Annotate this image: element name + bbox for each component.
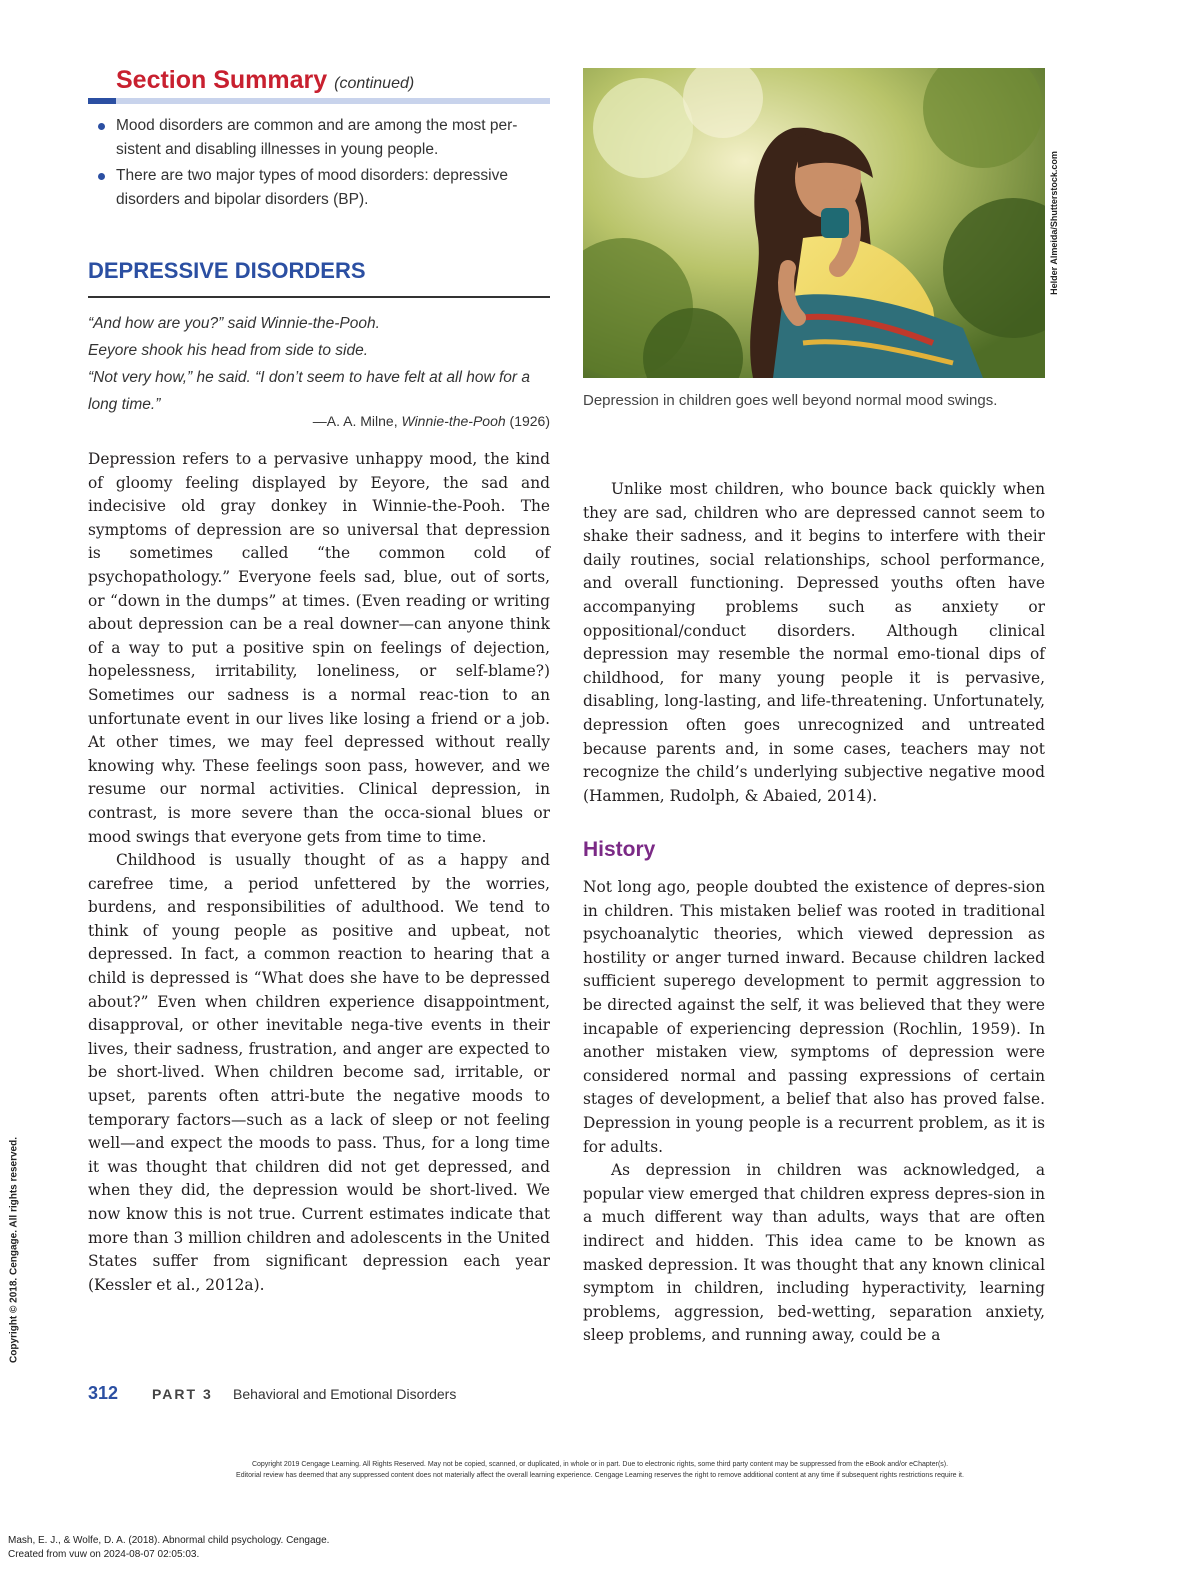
body-paragraph: Not long ago, people doubted the existence of depres-sion in children. This mistaken belief was rooted in traditional psychoanalytic theories, which viewed depression as hostility or anger turned inward. Because children lacked sufficient superego development to permit aggression to be directed against the self, it was believed that they were incapable of experiencing depression (Rochlin, 1959). In another mistaken view, symptoms of depression were considered normal and passing expressions of certain stages of development, a belief that also has proved false. Depression in young people is a recurrent problem, as it is for adults. — [583, 878, 1045, 1156]
right-column-body — [583, 478, 1045, 808]
legal-line: Editorial review has deemed that any suppressed content does not materially affect the overall learning experience. Cengage Learning reserves the right to remove additional content at any time if subsequent rights restrictions require it. — [236, 1472, 964, 1479]
body-paragraph: As depression in children was acknowledged, a popular view emerged that children express depres-sion in a much different way than adults, ways that are often indirect and hidden. This idea came to be known as masked depression. It was thought that any known clinical symptom in children, including hyperactivity, learning problems, aggression, bed-wetting, separation anxiety, sleep problems, and running away, could be a — [583, 1161, 1045, 1345]
side-copyright-text: Copyright © 2018. Cengage. All rights reserved. — [8, 1137, 20, 1363]
epigraph-line: Eeyore shook his head from side to side. — [88, 342, 369, 359]
legal-notice — [100, 1459, 1100, 1481]
epigraph — [88, 310, 550, 418]
left-column-body — [88, 448, 550, 1297]
body-paragraph: Unlike most children, who bounce back quickly when they are sad, children who are depressed cannot seem to shake their sadness, and it begins to interfere with their daily routines, social relationships, school performance, and overall functioning. Depressed youths often have accompanying problems such as anxiety or oppositional/conduct disorders. Although clinical depression may resemble the normal emo-tional dips of childhood, for many young people it is pervasive, disabling, long-lasting, and life-threatening. Unfortunately, depression often goes unrecognized and untreated because parents and, in some cases, teachers may not recognize the child’s underlying subjective negative mood (Hammen, Rudolph, & Abaied, 2014). — [583, 480, 1045, 805]
section-heading: DEPRESSIVE DISORDERS — [88, 258, 366, 283]
photo-caption: Depression in children goes well beyond normal mood swings. — [583, 392, 998, 409]
footer-part-label: PART 3 — [152, 1386, 213, 1402]
summary-bullet — [96, 114, 552, 162]
footer-part-title: Behavioral and Emotional Disorders — [233, 1386, 457, 1402]
citation-line: Mash, E. J., & Wolfe, D. A. (2018). Abnormal child psychology. Cengage. — [8, 1535, 330, 1546]
summary-rule-accent — [88, 98, 116, 104]
summary-title — [116, 66, 414, 95]
photo-of-sad-girl-icon — [583, 68, 1045, 378]
epigraph-line: “Not very how,” he said. “I don’t seem to have felt at all how for a long time.” — [88, 369, 530, 413]
attribution-author: —A. A. Milne, — [312, 413, 402, 429]
epigraph-line: “And how are you?” said Winnie-the-Pooh. — [88, 315, 380, 332]
summary-bullet — [96, 164, 552, 212]
photo-credit-text: Helder Almeida/Shutterstock.com — [1049, 151, 1059, 295]
side-copyright — [4, 1100, 24, 1400]
body-paragraph: Childhood is usually thought of as a happy and carefree time, a period unfettered by the worries, burdens, and responsibilities of adulthood. We tend to think of young people as positive and upbeat, not depressed. In fact, a common reaction to hearing that a child is depressed is “What does she have to be depressed about?” Even when children experience disappointment, disapproval, or other inevitable nega-tive events in their lives, their sadness, frustration, and anger are expected to be short-lived. When children become sad, irritable, or upset, parents often attri-bute the negative moods to temporary factors—such as a lack of sleep or not feeling well—and expect the moods to pass. Thus, for a long time it was thought that children did not get depressed, and when they did, the depression would be short-lived. We now know this is not true. Current estimates indicate that more than 3 million children and adolescents in the United States suffer from significant depression each year (Kessler et al., 2012a). — [88, 851, 550, 1294]
summary-rule — [88, 98, 550, 104]
section-rule — [88, 296, 550, 298]
history-body — [583, 876, 1045, 1348]
body-paragraph: Depression refers to a pervasive unhappy mood, the kind of gloomy feeling displayed by Eeyore, the sad and indecisive old gray donkey in Winnie-the-Pooh. The symptoms of depression are so universal that depression is sometimes called “the common cold of psychopathology.” Everyone feels sad, blue, out of sorts, or “down in the dumps” at times. (Even reading or writing about depression can be a real downer—can anyone think of a way to put a positive spin on feelings of dejection, hopelessness, irritability, loneliness, or self-blame?) Sometimes our sadness is a normal reac-tion to an unfortunate event in our lives like losing a friend or a job. At other times, we may feel depressed without really knowing why. These feelings soon pass, however, and we resume our normal activities. Clinical depression, in contrast, is more severe than the occa-sional blues or mood swings that everyone gets from time to time. — [88, 450, 550, 846]
bullet-dot-icon — [98, 123, 105, 130]
summary-bullet-text: There are two major types of mood disorders: depressive disorders and bipolar disorders (BP). — [116, 167, 508, 208]
summary-bullet-text: Mood disorders are common and are among the most per-sistent and disabling illnesses in young people. — [116, 117, 518, 158]
summary-continued: (continued) — [334, 75, 415, 92]
attribution-work: Winnie-the-Pooh — [401, 413, 506, 429]
legal-line: Copyright 2019 Cengage Learning. All Rights Reserved. May not be copied, scanned, or duplicated, in whole or in part. Due to electronic rights, some third party content may be suppressed from the eBook and/or eChapter(s). — [251, 1461, 949, 1468]
epigraph-attribution — [88, 413, 550, 429]
summary-title-text: Section Summary — [116, 66, 328, 94]
page-number: 312 — [88, 1383, 119, 1403]
photo-credit — [1046, 68, 1062, 378]
bullet-dot-icon — [98, 173, 105, 180]
summary-list — [96, 114, 552, 214]
attribution-year: (1926) — [505, 413, 550, 429]
citation-line: Created from vuw on 2024-08-07 02:05:03. — [8, 1549, 200, 1560]
history-heading: History — [583, 838, 656, 861]
citation — [8, 1534, 329, 1562]
